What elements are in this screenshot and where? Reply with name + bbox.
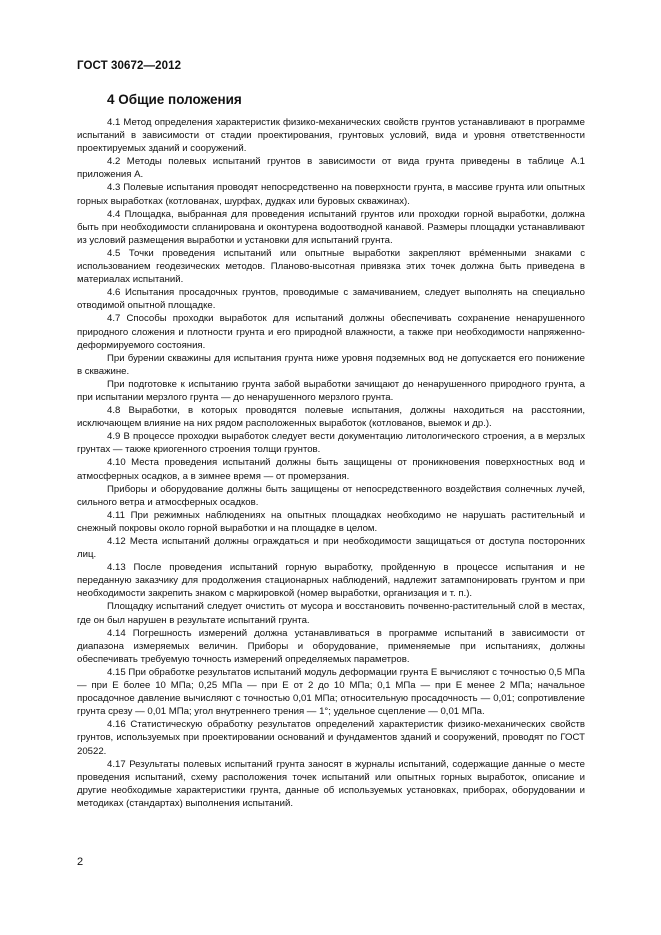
paragraph: 4.11 При режимных наблюдениях на опытных площадках необходимо не нарушать растительный и снежный покровы около горной выработки и на площадке в целом. — [77, 509, 585, 534]
section-body — [77, 116, 585, 810]
page-number: 2 — [77, 856, 84, 868]
paragraph: 4.6 Испытания просадочных грунтов, проводимые с замачиванием, следует выполнять на специально отводимой опытной площадке. — [77, 287, 585, 312]
paragraph: Площадку испытаний следует очистить от мусора и восстановить почвенно-растительный слой в местах, где он был нарушен в результате испытаний грунта. — [77, 601, 585, 626]
paragraph: 4.7 Способы проходки выработок для испытаний должны обеспечивать сохранение ненарушенного природного сложения и плотности грунта и его природной влажности, а также при необходимости напряженно-деформируемого состояния. — [77, 313, 585, 351]
paragraph: 4.13 После проведения испытаний горную выработку, пройденную в процессе испытания и не переданную заказчику для продолжения стационарных наблюдений, надлежит затампонировать грунтом и при необходимости закрепить знаком с маркировкой (номер выработки, организация и т. п.). — [77, 562, 585, 600]
paragraph: 4.3 Полевые испытания проводят непосредственно на поверхности грунта, в массиве грунта или опытных горных выработках (котлованах, шурфах, дудках или буровых скважинах). — [77, 182, 585, 207]
paragraph: 4.9 В процессе проходки выработок следует вести документацию литологического строения, а в мерзлых грунтах — также криогенного строения толщи грунтов. — [77, 431, 585, 456]
paragraph: 4.17 Результаты полевых испытаний грунта заносят в журналы испытаний, содержащие данные о месте проведения испытаний, схему расположения точек испытаний или опытных горных выработок, описание и другие необходимые характеристики грунта, данные об используемых установках, приборах, оборудовании и методиках (стандартах) выполнения испытаний. — [77, 758, 585, 809]
section-heading: 4 Общие положения — [107, 92, 242, 107]
paragraph: 4.8 Выработки, в которых проводятся полевые испытания, должны находиться на расстоянии, исключающем влияние на них рядом расположенных выработок (котлованов, выемок и др.). — [77, 405, 585, 430]
paragraph: При бурении скважины для испытания грунта ниже уровня подземных вод не допускается его понижение в скважине. — [77, 352, 585, 377]
paragraph: 4.2 Методы полевых испытаний грунтов в зависимости от вида грунта приведены в таблице А.1 приложения А. — [77, 156, 585, 181]
paragraph: 4.10 Места проведения испытаний должны быть защищены от проникновения поверхностных вод и атмосферных осадков, а в зимнее время — от промерзания. — [77, 457, 585, 482]
paragraph: 4.14 Погрешность измерений должна устанавливаться в программе испытаний в зависимости от диапазона измеряемых величин. Приборы и оборудование, применяемые при испытаниях, должны обеспечивать требуемую точность измерений определяемых параметров. — [77, 627, 585, 665]
paragraph: 4.4 Площадка, выбранная для проведения испытаний грунтов или проходки горной выработки, должна быть при необходимости спланирована и оконтурена водоотводной канавой. Размеры площадки устанавливают из условий размещения выработки и установки для испытаний грунта. — [77, 208, 585, 246]
paragraph: Приборы и оборудование должны быть защищены от непосредственного воздействия солнечных лучей, сильного ветра и атмосферных осадков. — [77, 483, 585, 508]
paragraph: 4.5 Точки проведения испытаний или опытные выработки закрепляют вре́менными знаками с использованием геодезических методов. Планово-высотная привязка этих точек должна быть приведена в материалах испытаний. — [77, 247, 585, 286]
paragraph: 4.16 Статистическую обработку результатов определений характеристик физико-механических свойств грунтов, используемых при проектировании оснований и фундаментов зданий и сооружений, проводят по ГОСТ 20522. — [77, 719, 585, 757]
paragraph: 4.12 Места испытаний должны ограждаться и при необходимости защищаться от доступа посторонних лиц. — [77, 536, 585, 561]
paragraph: При подготовке к испытанию грунта забой выработки зачищают до ненарушенного природного грунта, а при испытании мерзлого грунта — до ненарушенного мерзлого грунта. — [77, 378, 585, 403]
paragraph: 4.15 При обработке результатов испытаний модуль деформации грунта E вычисляют с точностью 0,5 МПа — при E более 10 МПа; 0,25 МПа — при E от 2 до 10 МПа; 0,1 МПа — при E менее 2 МПа; начальное просадочное давление вычисляют с точностью 0,01 МПа; относительную просадочность — 0,01; сопротивление грунта срезу — 0,01 МПа; угол внутреннего трения — 1°; удельное сцепление — 0,01 МПа. — [77, 666, 585, 718]
paragraph: 4.1 Метод определения характеристик физико-механических свойств грунтов устанавливают в программе испытаний в зависимости от стадии проектирования, грунтовых условий, вида и уровня ответственности проектируемых зданий и сооружений. — [77, 117, 585, 155]
document-header: ГОСТ 30672—2012 — [77, 60, 182, 72]
